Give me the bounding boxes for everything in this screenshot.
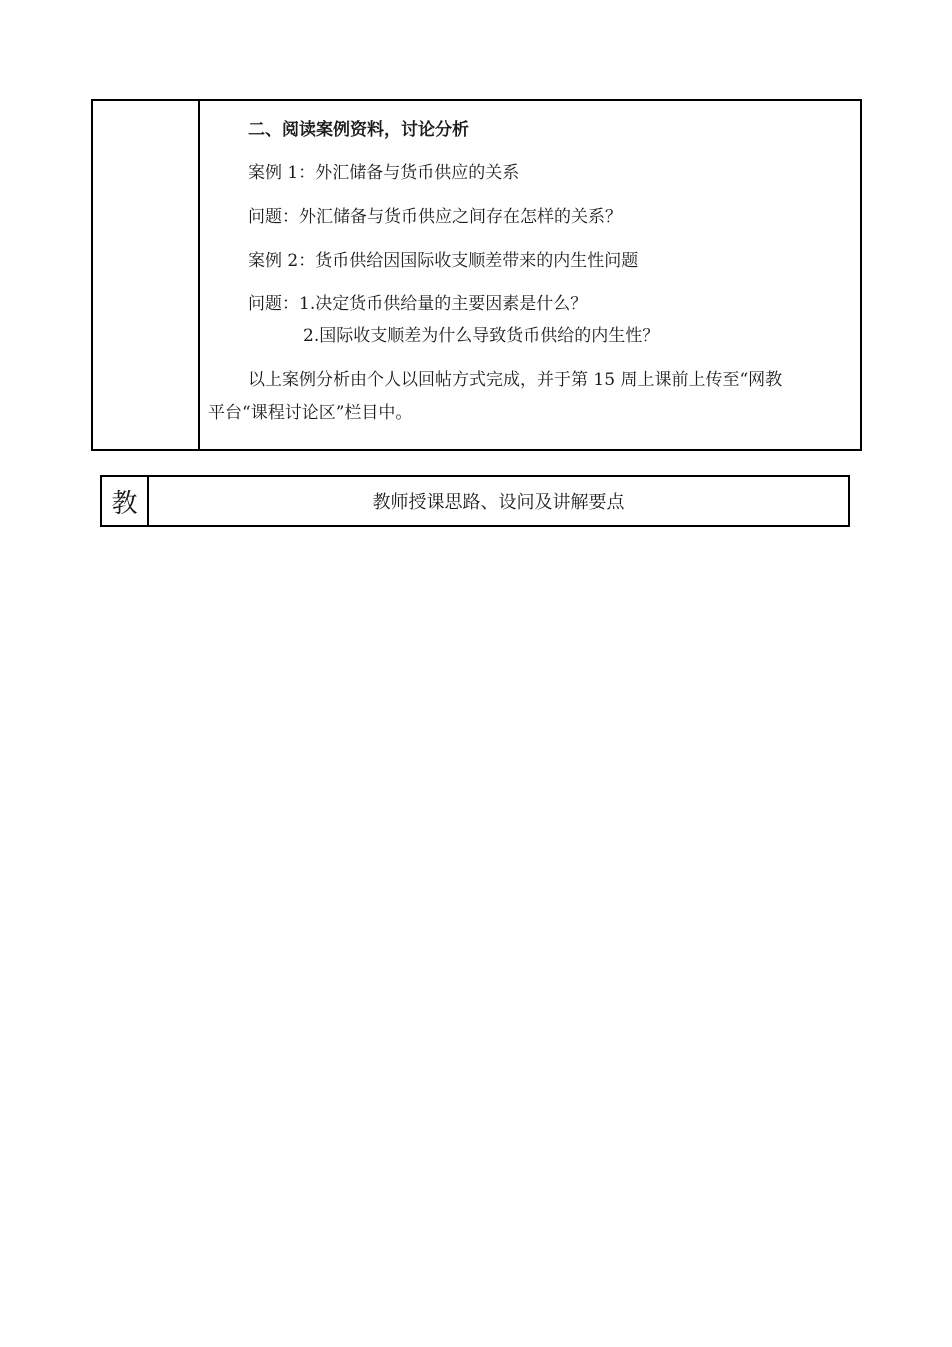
case-2-title: 案例 2：货币供给因国际收支顺差带来的内生性问题 — [248, 251, 639, 271]
section-heading: 二、阅读案例资料，讨论分析 — [248, 120, 469, 140]
table-content-cell — [200, 101, 860, 449]
note-line-1: 以上案例分析由个人以回帖方式完成，并于第 15 周上课前上传至“网教 — [248, 370, 783, 390]
table-left-column — [93, 101, 200, 449]
case-discussion-table — [91, 99, 862, 451]
teaching-notes-title: 教师授课思路、设问及讲解要点 — [372, 492, 625, 513]
teaching-label-cell: 教 — [102, 477, 149, 525]
teaching-notes-table — [100, 475, 850, 527]
question-2-line-1: 问题：1.决定货币供给量的主要因素是什么？ — [248, 294, 588, 314]
question-1: 问题：外汇储备与货币供应之间存在怎样的关系？ — [248, 207, 622, 227]
note-line-2: 平台“课程讨论区”栏目中。 — [208, 403, 413, 423]
case-1-title: 案例 1：外汇储备与货币供应的关系 — [248, 163, 520, 183]
question-2-line-2: 2.国际收支顺差为什么导致货币供给的内生性？ — [303, 326, 660, 346]
